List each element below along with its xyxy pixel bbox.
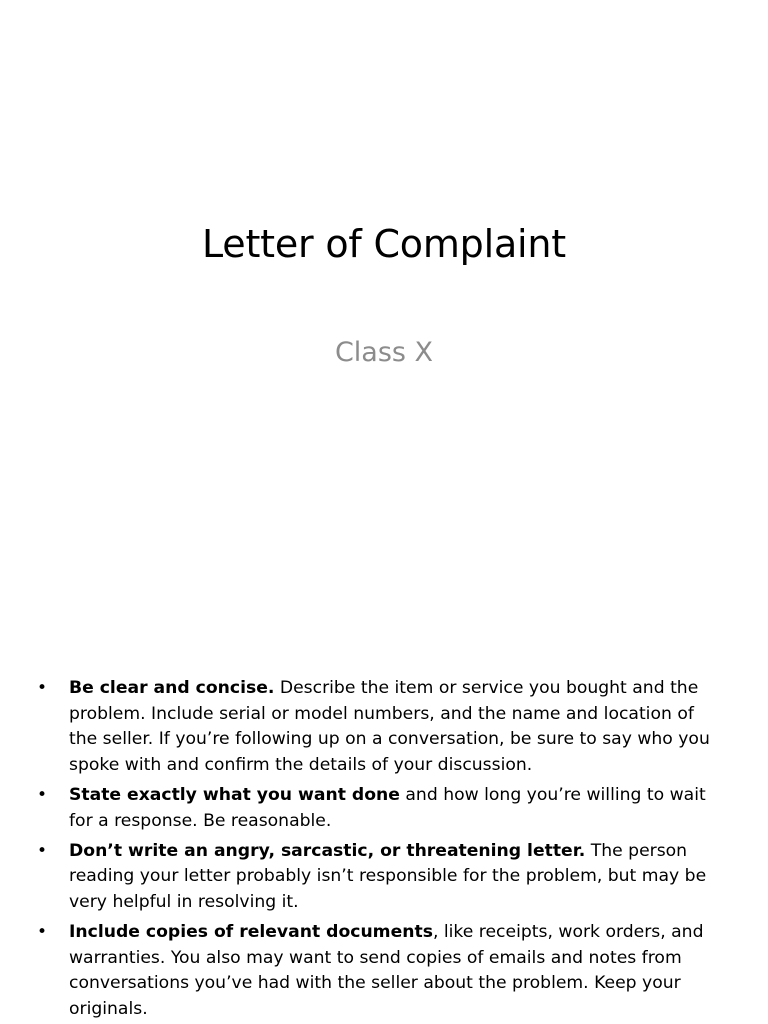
bullet-icon: • [37, 678, 48, 698]
tips-slide [0, 676, 768, 1024]
list-item [36, 839, 726, 916]
list-item [36, 920, 726, 1022]
bullet-text: and how long you’re willing to wait for a response. Be reasonable. [69, 784, 706, 831]
list-item [36, 783, 726, 834]
bullet-heading: Include copies of relevant documents [69, 922, 433, 943]
slide-title: Letter of Complaint [202, 222, 566, 266]
bullet-text: Describe the item or service you bought and the problem. Include serial or model numbers, and the name and location of the seller. If you’re following up on a conversation, be sure to say who you spoke with and confirm the details of your discussion. [69, 678, 710, 775]
bullet-text: , like receipts, work orders, and warranties. You also may want to send copies of emails and notes from conversations you’ve had with the seller about the problem. Keep your originals. [69, 922, 704, 1019]
bullet-icon: • [37, 922, 48, 943]
bullet-icon: • [37, 840, 48, 861]
slide-subtitle: Class X [334, 337, 434, 368]
bullet-text: The person reading your letter probably isn’t responsible for the problem, but may be very helpful in resolving it. [69, 840, 707, 912]
list-item [36, 676, 726, 778]
bullet-heading: State exactly what you want done [69, 784, 400, 805]
bullet-heading: Don’t write an angry, sarcastic, or threatening letter. [69, 840, 586, 861]
bullet-icon: • [37, 784, 48, 805]
bullet-heading: Be clear and concise. [69, 678, 275, 698]
tips-list [36, 676, 726, 1024]
